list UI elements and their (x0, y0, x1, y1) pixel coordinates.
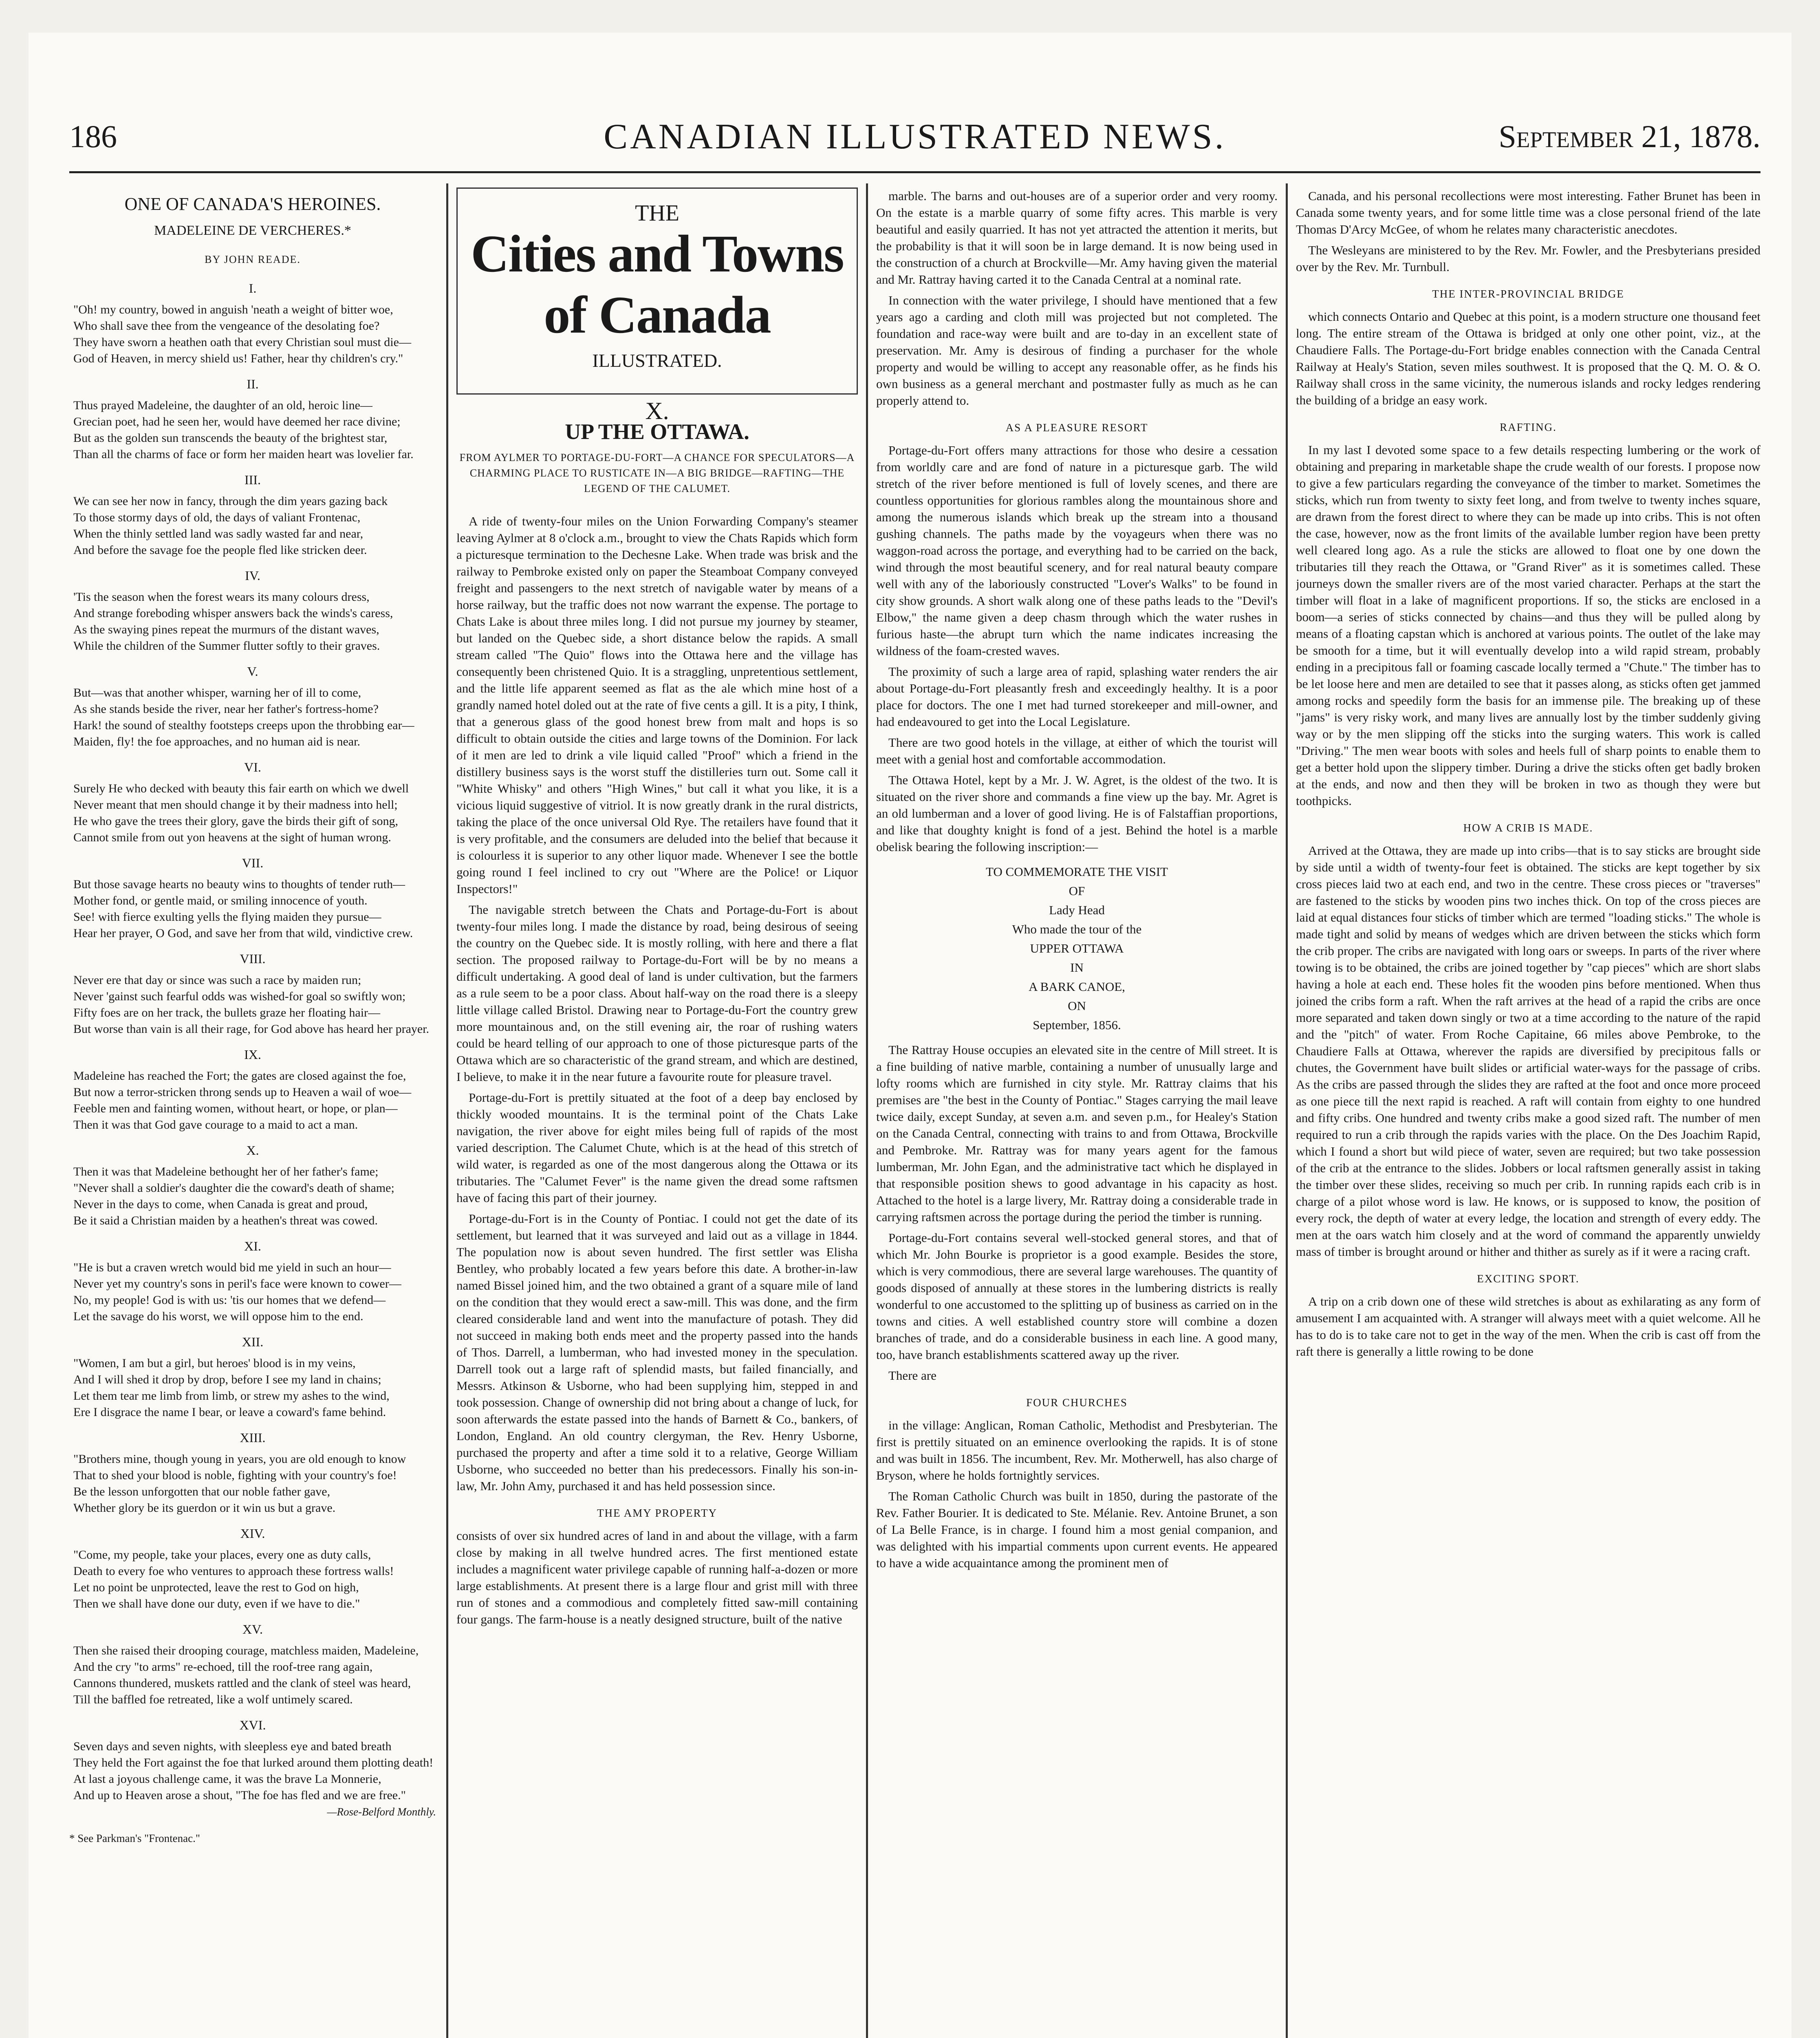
article-body (1296, 187, 1761, 275)
poem-line: "Brothers mine, though young in years, you are old enough to know (73, 1452, 406, 1466)
poem-line: "Women, I am but a girl, but heroes' blood is in my veins, (73, 1356, 356, 1370)
poem-line: No, my people! God is with us: 'tis our homes that we defend— (73, 1293, 386, 1307)
poem-line: Surely He who decked with beauty this fair earth on which we dwell (73, 782, 409, 795)
stanza-number: XV. (242, 1622, 263, 1637)
feature-masthead (456, 187, 858, 395)
poem-line: Never in the days to come, when Canada is great and proud, (73, 1198, 368, 1211)
stanza (69, 972, 436, 1037)
stanza (69, 589, 436, 654)
poem-line: And strange foreboding whisper answers back the winds's caress, (73, 607, 393, 620)
poem-line: Cannons thundered, muskets rattled and the clank of steel was heard, (73, 1676, 411, 1690)
page-number: 186 (69, 119, 117, 154)
poem-line: Then we shall have done our duty, even if we have to die." (73, 1597, 360, 1610)
article-body (1296, 842, 1761, 1260)
article-body (876, 187, 1278, 409)
poem-line: Death to every foe who ventures to approach these fortress walls! (73, 1564, 394, 1578)
publication-title: CANADIAN ILLUSTRATED NEWS. (604, 117, 1226, 157)
stanza (69, 1738, 436, 1804)
poem-line: "Never shall a soldier's daughter die the coward's death of shame; (73, 1181, 394, 1195)
inscription-line: OF (1069, 884, 1085, 898)
paragraph: consists of over six hundred acres of land in and about the village, with a farm close by making in all twelve hundred acres. The first mentioned estate includes a magnificent water privilege capable of running half-a-dozen or more large establishments. At present there is a large flour and grist mill with three run of stones and a commodious and completely fitted saw-mill containing four gangs. The farm-house is a neatly designed structure, built of the native (456, 1528, 858, 1626)
obelisk-inscription (876, 863, 1278, 1033)
poem-line: "Come, my people, take your places, every one as duty calls, (73, 1548, 371, 1562)
stanza (69, 1068, 436, 1133)
paragraph: There are (888, 1368, 936, 1383)
stanza-number: X. (246, 1143, 259, 1158)
paragraph: There are two good hotels in the village, at either of which the tourist will meet with a genial host and comfortable accommodation. (876, 735, 1278, 766)
stanza (69, 781, 436, 846)
poem-line: God of Heaven, in mercy shield us! Father, hear thy children's cry." (73, 352, 403, 365)
subheading-amy-property: THE AMY PROPERTY (597, 1507, 717, 1519)
paragraph: which connects Ontario and Quebec at this point, is a modern structure one thousand feet long. The entire stream of the Ottawa is bridged at only one other point, viz., at the Chaudiere Falls. The Portage-du-Fort bridge enables connection with the Canada Central Railway at Healy's Station, seven miles southwest. It is proposed that the Q. M. O. & O. Railway shall cross in the same vicinity, the numerous islands and rocky ledges rendering the building of a bridge an easy work. (1296, 309, 1761, 407)
poem-line: To those stormy days of old, the days of valiant Frontenac, (73, 511, 361, 524)
paragraph: Portage-du-Fort is in the County of Pontiac. I could not get the date of its settlement, but learned that it was surveyed and laid out as a village in 1844. The population now is about seven hundred. The first settler was Elisha Bentley, who probably located a few years before this date. A brother-in-law named Bissel joined him, and the two obtained a grant of a square mile of land on the condition that they would erect a saw-mill. This was done, and the firm cleared considerable land and went into the manufacture of potash. They did not succeed in making both ends meet and the property passed into the hands of Thos. Darrell, a lumberman, who had invested money in the speculation. Darrell took out a large raft of splendid masts, but failed financially, and Messrs. Atkinson & Usborne, who had been supplying him, stepped in and took possession. Change of ownership did not bring about a change of luck, for soon afterwards the estate passed into the hands of Barnett & Co., bankers, of London, England. An old country clergyman, the Rev. Henry Usborne, purchased the property and after a time sold it to a relative, George William Usborne, who succeeded no better than his predecessors. Finally his son-in-law, Mr. John Amy, purchased it and has held possession since. (456, 1211, 858, 1493)
stanza-number: IV. (245, 568, 260, 583)
poem-line: While the children of the Summer flutter softly to their graves. (73, 639, 380, 653)
stanza-number: V. (247, 664, 258, 679)
poem-line: Than all the charms of face or form her maiden heart was lovelier far. (73, 448, 414, 461)
poem-line: See! with fierce exulting yells the flying maiden they pursue— (73, 910, 381, 924)
inscription-line: Lady Head (1049, 903, 1105, 917)
masthead-illustrated: ILLUSTRATED. (592, 350, 722, 371)
poem-line: Be the lesson unforgotten that our noble father gave, (73, 1485, 331, 1498)
poem-line: They have sworn a heathen oath that every Christian soul must die— (73, 335, 411, 349)
masthead-the: THE (635, 201, 679, 226)
article-body (1296, 441, 1761, 809)
article-body (1296, 1293, 1761, 1360)
inscription-line: TO COMMEMORATE THE VISIT (986, 865, 1168, 879)
article-body (456, 513, 858, 1494)
paragraph: A ride of twenty-four miles on the Union Forwarding Company's steamer leaving Aylmer at 8 o'clock a.m., brought to view the Chats Rapids which form a picturesque termination to the Dechesne Lake. When trade was brisk and the railway to Pembroke existed only on paper the Steamboat Company conveyed freight and passengers to the next stretch of navigable water by means of a horse railway, but the traffic does not now warrant the expense. The portage to Chats Lake is about three miles long. I did not pursue my journey by steamer, but landed on the Quebec side, a short distance below the rapids. A small stream called "The Quio" flows into the Ottawa here and the village has consequently been christened Quio. It is a straggling, unpretentious settlement, and the little life apparent seemed as flat as the ale which mine host of a grandly named hotel doled out at the rate of five cents a gill. It is a pity, I think, that a generous glass of the good honest brew from malt and hops is so difficult to obtain outside the cities and large towns of the Dominion. For lack of it men are led to drink a vile liquid called "Proof" which a friend in the distillery business says is the worst stuff the distilleries turn out. Some call it "White Whisky" and others "High Wines," but call it what you like, it is a vicious liquid suggestive of vitriol. It is now greatly drank in the rural districts, taking the place of the once universal Old Rye. The retailers have found that it is very profitable, and the consumers are deluded into the belief that because it is colourless it is superior to any other liquor made. Whenever I see the bottle going round I feel inclined to cry out "Where are the Police! or Liquor Inspectors!" (456, 514, 858, 896)
poem-line: He who gave the trees their glory, gave the birds their gift of song, (73, 814, 398, 828)
poem-line: And up to Heaven arose a shout, "The foe has fled and we are free." (73, 1789, 406, 1802)
poem-line: Never ere that day or since was such a race by maiden run; (73, 973, 361, 987)
paragraph: In my last I devoted some space to a few details respecting lumbering or the work of obtaining and preparing in marketable shape the crude wealth of our forests. I propose now to give a few particulars regarding the conveyance of the timber to market. Sometimes the sticks, which run from twenty to sixty feet long, and from twelve to twenty inches square, are drawn from the forest direct to where they can be made up into cribs. This is not often the case, however, now as the front limits of the available lumber region have been pretty well cleared long ago. As a rule the sticks are allowed to float one by one down the tributaries till they reach the Ottawa, or "Grand River" as it is sometimes called. These journeys down the smaller rivers are of the most varied character. Perhaps at the start the timber will float in a lake of magnificent proportions. If so, the sticks are enclosed in a boom—a series of sticks connected by chains—and thus they will be pulled along by means of a floating capstan which is anchored at various points. The outlet of the lake may be smooth for a time, but it will eventually develop into a wild rapid stream, probably ending in a precipitous fall or foaming cascade locally termed a "Chute." The timber has to be let loose here and men are detailed to see that it passes along, as sticks often get jammed among rocks and speedily form the basis for an immense pile. The breaking up of these "jams" is very risky work, and many lives are annually lost by the timber suddenly giving way or by the men slipping off the sticks into the surging waters. This work is called "Driving." The men wear boots with soles and heels full of sharp points to enable them to get a better hold upon the slippery timber. During a drive the sticks often get badly broken at the ends, and now and then they will be broken in two as though they were but toothpicks. (1296, 443, 1761, 808)
masthead-title: Cities and Towns of Canada (471, 225, 844, 344)
poem-author: BY JOHN READE. (205, 254, 301, 265)
poem-line: As the swaying pines repeat the murmurs of the distant waves, (73, 623, 379, 636)
inscription-line: IN (1070, 960, 1084, 975)
stanza-number: VIII. (240, 951, 266, 966)
poem-line: Fifty foes are on her track, the bullets graze her floating hair— (73, 1006, 381, 1019)
paragraph: The Ottawa Hotel, kept by a Mr. J. W. Agret, is the oldest of the two. It is situated on the river shore and commands a fine view up the bay. Mr. Agret is an old lumberman and a lover of good living. He is of Falstaffian proportions, and like that doughty knight is fond of a jest. Behind the hotel is a marble obelisk bearing the following inscription:— (876, 773, 1278, 854)
stanza-number: VII. (242, 856, 264, 870)
page-header (69, 102, 1761, 173)
column-rule (1286, 183, 1288, 2038)
poem-line: Never meant that men should change it by their madness into hell; (73, 798, 398, 812)
poem-line: Cannot smile from out yon heavens at the sight of human wrong. (73, 831, 391, 844)
stanza (69, 302, 436, 367)
poem-column (69, 187, 436, 2038)
poem-line: Then it was that God gave courage to a maid to act a man. (73, 1118, 358, 1131)
poem-title: MADELEINE DE VERCHERES.* (154, 223, 351, 238)
poem-line: And before the savage foe the people fled like stricken deer. (73, 543, 367, 557)
poem-line: Then it was that Madeleine bethought her of her father's fame; (73, 1165, 379, 1178)
article-column-4 (1296, 187, 1761, 2038)
column-rule (866, 183, 868, 2038)
paragraph: The proximity of such a large area of rapid, splashing water renders the air about Portage-du-Fort pleasantly fresh and exceedingly healthy. It is a poor place for doctors. The one I met had turned storekeeper and mill-owner, and had endeavoured to get into the Local Legislature. (876, 664, 1278, 729)
poem-line: Let them tear me limb from limb, or strew my ashes to the wind, (73, 1389, 390, 1403)
subheading-bridge: THE INTER-PROVINCIAL BRIDGE (1432, 288, 1624, 300)
paragraph: marble. The barns and out-houses are of a superior order and very roomy. On the estate is a marble quarry of some fifty acres. This marble is very beautiful and easily quarried. It has not yet attracted the attention it merits, but the probability is that it will soon be in large demand. It is now being used in the construction of a church at Brockville—Mr. Amy having given the material and Mr. Rattray having carted it to the Canada Central at a nominal rate. (876, 189, 1278, 287)
stanza-number: VI. (244, 760, 261, 774)
stanza (69, 397, 436, 463)
paragraph: Portage-du-Fort contains several well-stocked general stores, and that of which Mr. John Bourke is proprietor is a good example. Besides the store, which is very commodious, there are several large warehouses. The quantity of goods disposed of annually at these stores in the lumbering districts is really wonderful to one accustomed to the splitting up of business as carried on in the towns and cities. A well established country store will combine a dozen branches of trade, and do a considerable business in each line. A good many, too, have branch establishments scattered away up the river. (876, 1231, 1278, 1362)
poem-line: Let the savage do his worst, we will oppose him to the end. (73, 1310, 364, 1323)
article-heading: UP THE OTTAWA. (565, 419, 749, 444)
subheading-crib: HOW A CRIB IS MADE. (1463, 822, 1593, 834)
poem-line: Thus prayed Madeleine, the daughter of an old, heroic line— (73, 399, 372, 412)
stanza (69, 1259, 436, 1325)
poem-line: Who shall save thee from the vengeance of the desolating foe? (73, 319, 380, 333)
paragraph: Portage-du-Fort is prettily situated at the foot of a deep bay enclosed by thickly wooded mountains. It is the terminal point of the Chats Lake navigation, the river above for eight miles being full of rapids of the most varied description. The Calumet Chute, which is at the head of this stretch of wild water, is regarded as one of the most dangerous along the Ottawa or its tributaries. The "Calumet Fever" is the name given the dread some raftsmen have of facing this part of their journey. (456, 1090, 858, 1205)
poem-line: Mother fond, or gentle maid, or smiling innocence of youth. (73, 894, 368, 907)
poem-stanzas (69, 280, 436, 1804)
poem-line: "Oh! my country, bowed in anguish 'neath a weight of bitter woe, (73, 303, 393, 316)
poem-line: And I will shed it drop by drop, before I see my land in chains; (73, 1373, 381, 1386)
poem-line: Feeble men and fainting women, without heart, or hope, or plan— (73, 1102, 398, 1115)
poem-line: But—was that another whisper, warning her of ill to come, (73, 686, 361, 699)
poem-line: "He is but a craven wretch would bid me yield in such an hour— (73, 1261, 391, 1274)
poem-line: Never yet my country's sons in peril's face were known to cower— (73, 1277, 401, 1290)
poem-line: Let no point be unprotected, leave the rest to God on high, (73, 1581, 359, 1594)
stanza (69, 1547, 436, 1612)
inscription-line: Who made the tour of the (1012, 922, 1142, 936)
stanza (69, 1451, 436, 1516)
poem-line: That to shed your blood is noble, fighting with your country's foe! (73, 1469, 397, 1482)
paragraph: The Roman Catholic Church was built in 1850, during the pastorate of the Rev. Father Bourier. It is dedicated to Ste. Mélanie. Rev. Antoine Brunet, a son of La Belle France, is in charge. I found him a most genial companion, and was delighted with his impartial comments upon current events. He appeared to have a wide acquaintance among the prominent men of (876, 1489, 1278, 1570)
feature-column (456, 187, 858, 2038)
stanza (69, 1164, 436, 1229)
subheading-exciting-sport: EXCITING SPORT. (1477, 1273, 1580, 1285)
column-rule (446, 183, 448, 2038)
poem-line: But now a terror-stricken throng sends up to Heaven a wail of woe— (73, 1085, 412, 1099)
poem-line: We can see her now in fancy, through the dim years gazing back (73, 494, 388, 508)
inscription-line: A BARK CANOE, (1029, 979, 1125, 994)
poem-line: 'Tis the season when the forest wears its many colours dress, (73, 590, 370, 604)
stanza-number: XIV. (240, 1526, 265, 1541)
stanza (69, 1643, 436, 1708)
poem-line: Grecian poet, had he seen her, would have deemed her race divine; (73, 415, 401, 428)
poem-line: But as the golden sun transcends the beauty of the brightest star, (73, 431, 388, 445)
paragraph: in the village: Anglican, Roman Catholic, Methodist and Presbyterian. The first is prettily situated on an eminence overlooking the rapids. It is of stone and was built in 1856. The incumbent, Rev. Mr. Motherwell, has also charge of Bryson, where he holds fortnightly services. (876, 1418, 1278, 1482)
article-body (876, 1417, 1278, 1571)
stanza-number: I. (249, 281, 257, 296)
poem-line: As she stands beside the river, near her father's fortress-home? (73, 702, 379, 716)
poem-line: At last a joyous challenge came, it was the brave La Monnerie, (73, 1772, 381, 1786)
poem-line: But those savage hearts no beauty wins to thoughts of tender ruth— (73, 878, 405, 891)
poem-line: Then she raised their drooping courage, matchless maiden, Madeleine, (73, 1644, 419, 1657)
stanza-number: IX. (244, 1047, 261, 1062)
stanza (69, 685, 436, 750)
poem-kicker: ONE OF CANADA'S HEROINES. (124, 194, 381, 214)
article-body (876, 442, 1278, 855)
paragraph: The navigable stretch between the Chats and Portage-du-Fort is about twenty-four miles long. I made the distance by road, being desirous of seeing the country on the Quebec side. It is mostly rolling, with here and there a flat section. The proposed railway to Portage-du-Fort will be by no means a difficult undertaking. A good deal of land is under cultivation, but the farmers as a rule seem to be a poor class. About half-way on the road there is a sleepy little village called Bristol. Drawing near to Portage-du-Fort the country grew more mountainous and, on the still evening air, the roar of rushing waters could be heard telling of our approach to one of those picturesque parts of the Ottawa which are so characteristic of the grand stream, and which are destined, I believe, to make it in the near future a favourite route for pleasure travel. (456, 902, 858, 1084)
poem-line: Be it said a Christian maiden by a heathen's threat was cowed. (73, 1214, 378, 1227)
poem-line: Whether glory be its guerdon or it win us but a grave. (73, 1501, 336, 1515)
paragraph: Arrived at the Ottawa, they are made up into cribs—that is to say sticks are brought side by side until a width of twenty-four feet is obtained. The sticks are kept together by six cross pieces laid two at each end, and two in the centre. These cross pieces or "traverses" are fastened to the sticks by wooden pins two inches thick. On top of the cross pieces are laid at equal distances four sticks of timber which are termed "loading sticks." The whole is made tight and solid by means of wedges which are driven between the sticks which form the crib proper. The cribs are navigated with long oars or sweeps. In parts of the river where towing is to be obtained, the cribs are joined together by "cap pieces" which are short slabs having a hole at each end. These holes fit the wooden pins before mentioned. When thus joined the cribs form a raft. When the raft arrives at the head of a rapid the cribs are once more separated and taken down singly or two at a time according to the nature of the rapid and the "pitch" of water. From Roche Capitaine, 66 miles above Pembroke, to the Chaudiere Falls at Ottawa, wherever the rapids are diversified by precipitous falls or chutes, the Government have built slides or artificial water-ways for the passage of cribs. As the cribs are passed through the slides they are rafted at the foot and once more proceed as one piece till the next rapid is reached. A raft will contain from eighty to one hundred and fifty cribs. One hundred and twenty cribs make a good sized raft. The number of men required to run a crib through the rapids varies with the place. On the Des Joachim Rapid, which I found a short but wild piece of water, seven are required; but two take possession of the crib at the entrance to the slides. Jobbers or local raftsmen generally assist in taking the timber over these slides, receiving so much per crib. In running rapids each crib is in charge of a pilot whose word is law. He knows, or is supposed to know, the position of every rock, the depth of water at every ledge, the location and strength of every eddy. The men at the oars watch him closely and at the word of command the apparently unwieldy mass of timber is brought around or hither and thither as surely as if it were a racing craft. (1296, 843, 1761, 1259)
subheading-four-churches: FOUR CHURCHES (1026, 1396, 1128, 1409)
poem-line: When the thinly settled land was sadly wasted far and near, (73, 527, 364, 540)
article-column-3 (876, 187, 1278, 2038)
stanza-number: III. (245, 472, 261, 487)
article-body (876, 1041, 1278, 1384)
stanza-number: XII. (242, 1334, 264, 1349)
paragraph: In connection with the water privilege, I should have mentioned that a few years ago a carding and cloth mill was projected but not completed. The foundation and race-way were built and are to-day in an excellent state of preservation. Mr. Amy is desirous of finding a purchaser for the whole property and would be willing to accept any reasonable offer, as he finds his own business as a general merchant and postmaster fully as much as he can properly attend to. (876, 293, 1278, 408)
paragraph: The Wesleyans are ministered to by the Rev. Mr. Fowler, and the Presbyterians presided over by the Rev. Mr. Turnbull. (1296, 243, 1761, 274)
poem-source: —Rose-Belford Monthly. (327, 1806, 436, 1818)
poem-line: They held the Fort against the foe that lurked around them plotting death! (73, 1756, 434, 1769)
paragraph: A trip on a crib down one of these wild stretches is about as exhilarating as any form of amusement I am acquainted with. A stranger will always meet with a quiet welcome. All he has to do is to take care not to get in the way of the men. When the crib is cast off from the raft there is generally a little rowing to be done (1296, 1294, 1761, 1359)
inscription-line: UPPER OTTAWA (1030, 941, 1124, 955)
poem-line: Hark! the sound of stealthy footsteps creeps upon the throbbing ear— (73, 719, 414, 732)
article-summary: FROM AYLMER TO PORTAGE-DU-FORT—A CHANCE FOR SPECULATORS—A CHARMING PLACE TO RUSTICATE IN—A BIG BRIDGE—RAFTING—THE LEGEND OF THE CALUMET. (459, 452, 855, 494)
poem-line: Hear her prayer, O God, and save her from that wild, vindictive crew. (73, 926, 413, 940)
inscription-line: ON (1068, 999, 1086, 1013)
stanza (69, 1355, 436, 1420)
poem-line: But worse than vain is all their rage, for God above has heard her prayer. (73, 1022, 430, 1036)
subheading-pleasure-resort: AS A PLEASURE RESORT (1005, 421, 1148, 434)
poem-line: Madeleine has reached the Fort; the gates are closed against the foe, (73, 1069, 406, 1083)
poem-line: Till the baffled foe retreated, like a wolf untimely scared. (73, 1693, 353, 1706)
stanza-number: XVI. (239, 1718, 266, 1732)
stanza-number: II. (247, 377, 259, 391)
article-number: X. (645, 397, 669, 424)
inscription-line: September, 1856. (1033, 1018, 1121, 1032)
poem-line: Seven days and seven nights, with sleepless eye and bated breath (73, 1740, 392, 1753)
paragraph: Portage-du-Fort offers many attractions for those who desire a cessation from worldly care and are fond of nature in a picturesque garb. The wild stretch of the river before mentioned is full of lovely scenes, and there are countless opportunities for glorious rambles along the mountainous shore and among the numerous islands which break up the stream into a thousand gushing channels. The paths made by the voyageurs when there was no waggon-road across the portage, and everything had to be carried on the back, wind through the most beautiful scenery, and for real natural beauty compare well with any of the laboriously constructed "Lover's Walks" to be found in city show grounds. A short walk along one of these paths leads to the "Devil's Elbow," the name given a deep chasm through which the water rushes in furious haste—the abrupt turn which the name indicates increasing the wildness of the foam-crested waves. (876, 443, 1278, 658)
poem-line: Ere I disgrace the name I bear, or leave a coward's fame behind. (73, 1405, 386, 1419)
issue-date: September 21, 1878. (1498, 119, 1761, 154)
paragraph: Canada, and his personal recollections were most interesting. Father Brunet has been in Canada some twenty years, and for some little time was a close personal friend of the late Thomas D'Arcy McGee, of whom he relates many characteristic anecdotes. (1296, 189, 1761, 236)
poem-footnote: * See Parkman's "Frontenac." (69, 1832, 200, 1844)
stanza (69, 493, 436, 558)
article-body (1296, 308, 1761, 408)
subheading-rafting: RAFTING. (1500, 421, 1557, 433)
stanza (69, 876, 436, 942)
stanza-number: XIII. (240, 1430, 266, 1445)
poem-line: And the cry "to arms" re-echoed, till the roof-tree rang again, (73, 1660, 373, 1674)
paragraph: The Rattray House occupies an elevated site in the centre of Mill street. It is a fine building of native marble, containing a number of unusually large and lofty rooms which are furnished in city style. Mr. Rattray claims that his premises are "the best in the County of Pontiac." Stages carrying the mail leave twice daily, except Sunday, at seven a.m. and seven p.m., for Healey's Station on the Canada Central, connecting with trains to and from Ottawa, Brockville and Pembroke. Mr. Rattray was for many years agent for the famous lumberman, Mr. John Egan, and the administrative tact which he displayed in that responsible position shews to good advantage in his capacity as host. Attached to the hotel is a large livery, Mr. Rattray doing a considerable trade in carrying raftsmen across the portage during the period the timber is running. (876, 1043, 1278, 1224)
poem-line: Maiden, fly! the foe approaches, and no human aid is near. (73, 735, 360, 748)
poem-line: Never 'gainst such fearful odds was wished-for goal so swiftly won; (73, 990, 406, 1003)
stanza-number: XI. (244, 1239, 261, 1253)
